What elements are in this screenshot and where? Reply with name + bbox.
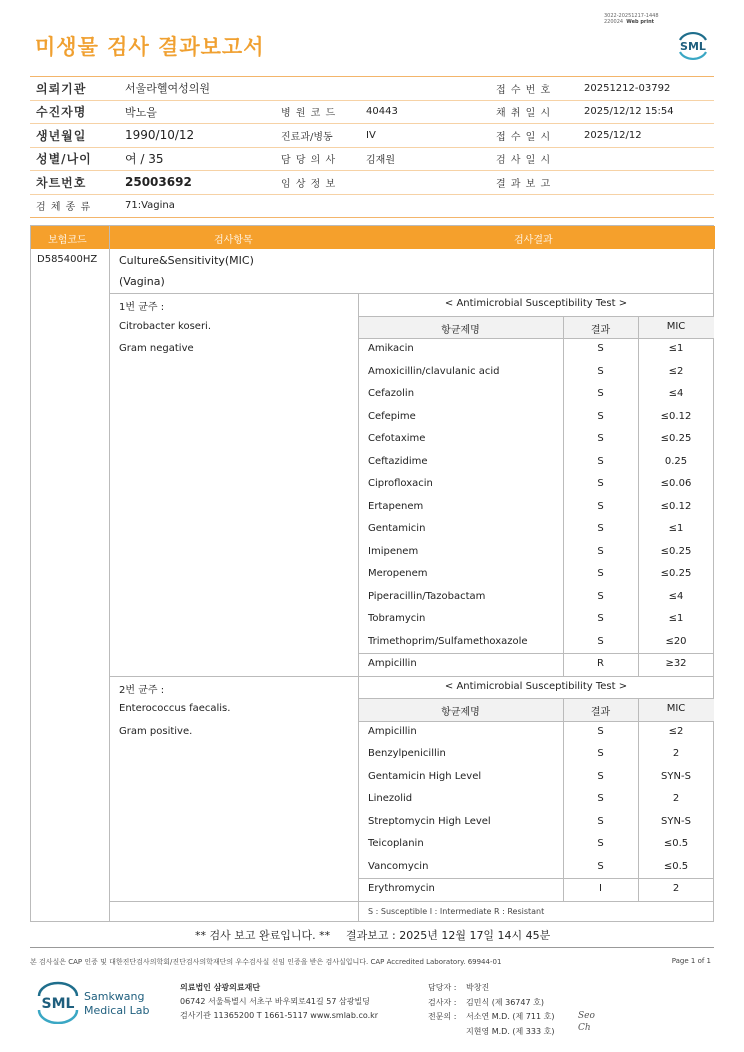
col-result: 결과: [590, 707, 611, 718]
test-specimen: (Vagina): [119, 275, 165, 288]
org-address: 06742 서울특별시 서초구 바우뫼로41길 57 삼광빌딩: [180, 997, 370, 1006]
drug-mic: ≤20: [665, 635, 687, 647]
insurance-code: D585400HZ: [37, 254, 98, 265]
drug-name: Gentamicin High Level: [368, 770, 482, 782]
drug-result: S: [597, 455, 604, 467]
drug-result: S: [597, 725, 604, 737]
organization-info: [180, 981, 378, 1023]
drug-name: Ampicillin: [368, 725, 417, 737]
value-doctor: 김재원: [366, 155, 395, 167]
col-result: 결과: [590, 324, 611, 336]
sml-logo-bottom-icon: [36, 980, 161, 1024]
certification-note: 본 검사실은 CAP 인증 및 대한진단검사의학회/진단검사의학재단의 우수검사실 신임 인증을 받은 검사실입니다. CAP Accredited Laboratory. 69944-01: [30, 958, 502, 966]
staff-tester: 김민식 (제 36747 호): [466, 997, 544, 1007]
drug-name: Ampicillin: [368, 658, 417, 669]
drug-result: S: [597, 815, 604, 827]
staff-info: [428, 981, 554, 1039]
staff-manager: 박창진: [466, 983, 490, 992]
drug-name: Amikacin: [368, 343, 414, 354]
signature: [578, 1010, 595, 1034]
drug-result: S: [597, 343, 604, 354]
drug-name: Imipenem: [368, 545, 419, 557]
drug-mic: ≤0.25: [660, 545, 692, 557]
label-chart-no: 차트번호: [36, 175, 87, 190]
drug-mic: SYN-S: [661, 770, 691, 782]
organism-label: 2번 균주 :: [119, 684, 165, 696]
info-row: [30, 195, 714, 219]
drug-mic: 2: [672, 748, 680, 759]
print-code-line1: 3022-20251217-1448: [604, 13, 659, 19]
patient-info-table: [30, 76, 714, 218]
staff-specialist-2: 지현영 M.D. (제 333 호): [466, 1026, 555, 1036]
ast-title: < Antimicrobial Susceptibility Test >: [444, 680, 628, 692]
organism-name: Citrobacter koseri.: [119, 320, 212, 332]
label-doctor: 담 당 의 사: [281, 155, 337, 167]
label-specimen: 검 체 종 류: [36, 202, 92, 214]
grid-header: [31, 226, 715, 249]
drug-result: I: [599, 883, 602, 894]
drug-result: S: [597, 568, 604, 579]
drug-result: S: [597, 500, 604, 512]
staff-manager-label: 담당자 :: [428, 983, 457, 992]
drug-name: Ceftazidime: [368, 455, 428, 467]
value-patient-name: 박노을: [125, 105, 157, 119]
test-name: Culture&Sensitivity(MIC): [119, 254, 254, 267]
label-department: 진료과/병동: [281, 131, 333, 143]
samkwang-logo: [36, 980, 161, 1027]
drug-result: S: [597, 770, 604, 782]
label-clinical-info: 임 상 정 보: [281, 178, 337, 190]
organism-label: 1번 균주 :: [119, 302, 165, 313]
drug-mic: ≥32: [665, 658, 687, 669]
drug-result: S: [597, 365, 604, 377]
label-patient-name: 수진자명: [36, 105, 87, 120]
drug-result: S: [597, 433, 604, 444]
drug-mic: 0.25: [664, 455, 688, 467]
page-title: 미생물 검사 결과보고서: [35, 35, 265, 59]
drug-result: S: [597, 748, 604, 759]
drug-name: Cefepime: [368, 410, 416, 422]
drug-mic: ≤1: [668, 613, 684, 624]
drug-name: Cefotaxime: [368, 433, 426, 444]
col-mic: MIC: [666, 320, 686, 332]
value-specimen: 71:Vagina: [125, 200, 175, 212]
drug-mic: ≤0.5: [663, 838, 689, 849]
print-code: [604, 13, 659, 25]
drug-name: Ciprofloxacin: [368, 478, 433, 489]
drug-mic: ≤0.12: [660, 500, 692, 512]
col-test-item: 검사항목: [214, 235, 253, 246]
value-receipt-no: 20251212-03792: [584, 82, 671, 94]
drug-result: S: [597, 590, 604, 602]
drug-name: Gentamicin: [368, 523, 426, 534]
value-chart-no: 25003692: [125, 175, 192, 190]
value-sex-age: 여 / 35: [125, 152, 164, 167]
drug-result: S: [597, 838, 604, 849]
drug-name: Cefazolin: [368, 388, 415, 399]
drug-name: Teicoplanin: [368, 838, 424, 849]
col-drug-name: 항균제명: [441, 707, 480, 718]
label-requester: 의뢰기관: [36, 81, 87, 96]
info-row: [30, 124, 714, 148]
drug-name: Linezolid: [368, 793, 413, 804]
label-result-report: 결 과 보 고: [496, 178, 552, 190]
drug-mic: ≤0.5: [663, 860, 689, 872]
drug-mic: ≤1: [668, 343, 684, 354]
col-drug-name: 항균제명: [441, 324, 480, 336]
drug-result: R: [597, 658, 604, 669]
org-contact: 검사기관 11365200 T 1661-5117 www.smlab.co.kr: [180, 1011, 379, 1020]
drug-mic: ≤0.06: [660, 478, 692, 489]
value-birth: 1990/10/12: [125, 128, 195, 143]
value-hospital-code: 40443: [366, 106, 398, 118]
page-number: Page 1 of 1: [671, 957, 711, 965]
drug-result: S: [597, 613, 604, 624]
report-time: 결과보고 : 2025년 12월 17일 14시 45분: [346, 929, 551, 942]
col-insurance-code: 보험코드: [48, 235, 87, 246]
drug-mic: 2: [672, 883, 680, 894]
drug-result: S: [597, 860, 604, 872]
drug-result: S: [597, 388, 604, 399]
drug-name: Piperacillin/Tazobactam: [368, 590, 486, 602]
drug-result: S: [597, 523, 604, 534]
label-birth: 생년월일: [36, 128, 87, 143]
label-receipt-no: 접 수 번 호: [496, 84, 552, 96]
staff-specialist-1: 서소연 M.D. (제 711 호): [466, 1012, 555, 1021]
label-test-time: 검 사 일 시: [496, 155, 552, 167]
logo-bottom-text: SML: [41, 996, 75, 1012]
info-row: [30, 101, 714, 125]
value-collect-time: 2025/12/12 15:54: [584, 106, 674, 118]
drug-mic: ≤2: [668, 365, 684, 377]
drug-mic: ≤0.12: [660, 410, 692, 422]
col-mic: MIC: [666, 703, 686, 714]
drug-result: S: [597, 545, 604, 557]
logo-name-2: Medical Lab: [84, 1004, 150, 1017]
organism-gram: Gram positive.: [119, 725, 193, 737]
value-department: IV: [366, 129, 376, 141]
drug-mic: 2: [672, 793, 680, 804]
drug-mic: ≤4: [668, 590, 684, 602]
signature-2: Ch: [578, 1023, 591, 1033]
drug-name: Trimethoprim/Sulfamethoxazole: [368, 635, 528, 647]
drug-name: Amoxicillin/clavulanic acid: [368, 365, 500, 377]
drug-result: S: [597, 478, 604, 489]
print-mode: Web print: [626, 19, 655, 25]
report-complete: ** 검사 보고 완료입니다. **: [195, 929, 331, 942]
drug-name: Benzylpenicillin: [368, 748, 446, 759]
drug-result: S: [597, 410, 604, 422]
drug-mic: ≤0.25: [660, 568, 692, 579]
ast-title: < Antimicrobial Susceptibility Test >: [444, 298, 628, 309]
sml-logo-icon: [674, 28, 712, 62]
col-test-result: 검사결과: [514, 235, 553, 246]
drug-result: S: [597, 793, 604, 804]
label-hospital-code: 병 원 코 드: [281, 108, 337, 120]
drug-mic: ≤0.25: [660, 433, 692, 444]
print-code-line2: 220024: [604, 19, 624, 25]
value-requester: 서울라헬여성의원: [125, 82, 211, 96]
drug-mic: ≤4: [668, 388, 684, 399]
drug-name: Streptomycin High Level: [368, 815, 491, 827]
organism-gram: Gram negative: [119, 343, 194, 354]
result-grid: [30, 225, 714, 922]
label-receipt-time: 접 수 일 시: [496, 131, 552, 143]
organism-name: Enterococcus faecalis.: [119, 703, 231, 714]
label-collect-time: 채 취 일 시: [496, 108, 552, 120]
value-receipt-time: 2025/12/12: [584, 129, 642, 141]
logo-name-1: Samkwang: [84, 990, 145, 1003]
staff-tester-label: 검사자 :: [428, 997, 457, 1007]
drug-mic: SYN-S: [661, 815, 691, 827]
drug-name: Tobramycin: [368, 613, 426, 624]
drug-result: S: [597, 635, 604, 647]
info-row: [30, 148, 714, 172]
signature-1: Seo: [578, 1011, 595, 1021]
info-row: [30, 171, 714, 195]
label-sex-age: 성별/나이: [36, 152, 92, 167]
org-name: 의료법인 삼광의료재단: [180, 983, 261, 992]
drug-mic: ≤1: [668, 523, 684, 534]
drug-mic: ≤2: [668, 725, 684, 737]
result-legend: S : Susceptible I : Intermediate R : Resistant: [368, 907, 545, 916]
drug-name: Vancomycin: [368, 860, 429, 872]
staff-specialist-label: 전문의 :: [428, 1012, 457, 1021]
info-row: [30, 77, 714, 101]
drug-name: Ertapenem: [368, 500, 424, 512]
drug-name: Erythromycin: [368, 883, 435, 894]
logo-text: SML: [680, 40, 706, 53]
drug-name: Meropenem: [368, 568, 428, 579]
